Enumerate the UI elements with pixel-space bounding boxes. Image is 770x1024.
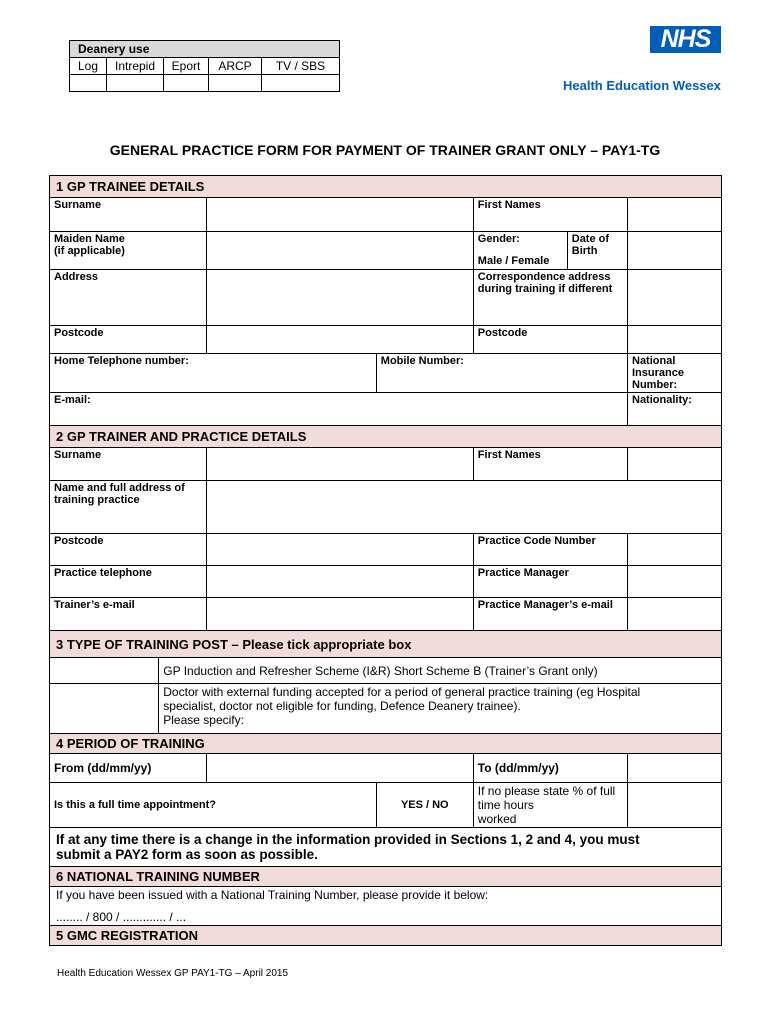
option-external-specify: Please specify: — [163, 713, 244, 727]
postcode-field[interactable] — [207, 326, 474, 354]
to-date-label: To (dd/mm/yy) — [473, 754, 627, 783]
footer: Health Education Wessex GP PAY1-TG – April 2015 — [57, 968, 289, 979]
ntn-cell[interactable] — [50, 887, 722, 926]
practice-code-label: Practice Code Number — [473, 534, 627, 566]
practice-code-field[interactable] — [628, 534, 722, 566]
percent-field[interactable] — [628, 783, 722, 828]
section-1-header: 1 GP TRAINEE DETAILS — [50, 176, 722, 198]
percent-label-line1: If no please state % of full time hours — [477, 784, 616, 812]
deanery-col-intrepid: Intrepid — [107, 58, 164, 75]
trainee-surname-field[interactable] — [207, 198, 474, 232]
deanery-col-eport: Eport — [164, 58, 209, 75]
deanery-col-tvsbs: TV / SBS — [262, 58, 340, 75]
corr-label-line1: Correspondence address — [477, 271, 611, 283]
maiden-name-label — [50, 232, 207, 270]
deanery-tvsbs-field[interactable] — [262, 75, 340, 92]
notice-line2: submit a PAY2 form as soon as possible. — [56, 847, 318, 862]
main-form-table — [49, 175, 722, 946]
practice-manager-field[interactable] — [628, 566, 722, 598]
trainer-first-names-field[interactable] — [628, 448, 722, 481]
practice-manager-label: Practice Manager — [473, 566, 627, 598]
trainer-email-label: Trainer’s e-mail — [50, 598, 207, 631]
option-external-line2: specialist, doctor not eligible for funding, Defence Deanery trainee). — [163, 699, 521, 713]
deanery-col-arcp: ARCP — [209, 58, 262, 75]
dob-label-line1: Date of — [571, 233, 610, 245]
mobile-number-cell[interactable]: Mobile Number: — [376, 354, 627, 393]
correspondence-address-label — [473, 270, 627, 326]
percent-label — [473, 783, 627, 828]
section-6-header: 6 NATIONAL TRAINING NUMBER — [50, 867, 722, 887]
ni-label-line2: Number: — [632, 379, 678, 391]
gender-cell[interactable] — [473, 232, 567, 270]
yes-no-field[interactable]: YES / NO — [376, 783, 473, 828]
percent-label-line2: worked — [477, 812, 517, 826]
maiden-name-note: (if applicable) — [54, 245, 125, 257]
practice-address-label-line2: training practice — [54, 494, 140, 506]
option-ir-label: GP Induction and Refresher Scheme (I&R) Short Scheme B (Trainer’s Grant only) — [159, 658, 722, 684]
corr-postcode-field[interactable] — [628, 326, 722, 354]
trainee-first-names-label: First Names — [473, 198, 627, 232]
change-notice — [50, 828, 722, 867]
fulltime-question: Is this a full time appointment? — [50, 783, 377, 828]
practice-address-label-line1: Name and full address of — [54, 482, 185, 494]
home-telephone-cell[interactable]: Home Telephone number: — [50, 354, 377, 393]
section-5-header: 5 GMC REGISTRATION — [50, 926, 722, 946]
practice-telephone-label: Practice telephone — [50, 566, 207, 598]
practice-manager-email-label: Practice Manager’s e-mail — [473, 598, 627, 631]
practice-postcode-field[interactable] — [207, 534, 474, 566]
section-2-header: 2 GP TRAINER AND PRACTICE DETAILS — [50, 426, 722, 448]
email-cell[interactable]: E-mail: — [50, 393, 628, 426]
option-ir-tick-box[interactable] — [50, 658, 159, 684]
section-3-header: 3 TYPE OF TRAINING POST – Please tick appropriate box — [50, 631, 722, 658]
deanery-arcp-field[interactable] — [209, 75, 262, 92]
gender-label: Gender: — [477, 233, 520, 245]
postcode-label: Postcode — [50, 326, 207, 354]
deanery-intrepid-field[interactable] — [107, 75, 164, 92]
from-date-label: From (dd/mm/yy) — [50, 754, 207, 783]
deanery-use-table — [69, 40, 340, 92]
trainer-surname-label: Surname — [50, 448, 207, 481]
maiden-name-field[interactable] — [207, 232, 474, 270]
trainee-first-names-field[interactable] — [628, 198, 722, 232]
deanery-use-header: Deanery use — [70, 41, 340, 58]
deanery-col-log: Log — [70, 58, 107, 75]
dob-field[interactable] — [628, 232, 722, 270]
ni-label-line1: National Insurance — [632, 355, 684, 379]
option-external-tick-box[interactable] — [50, 684, 159, 734]
nationality-cell[interactable]: Nationality: — [628, 393, 722, 426]
deanery-log-field[interactable] — [70, 75, 107, 92]
practice-telephone-field[interactable] — [207, 566, 474, 598]
practice-postcode-label: Postcode — [50, 534, 207, 566]
ni-number-cell[interactable] — [628, 354, 722, 393]
dob-label — [567, 232, 627, 270]
from-date-field[interactable] — [207, 754, 474, 783]
gender-options: Male / Female — [477, 255, 550, 267]
corr-postcode-label: Postcode — [473, 326, 627, 354]
nhs-logo: NHS — [650, 26, 721, 53]
notice-line1: If at any time there is a change in the information provided in Sections 1, 2 and 4, you must — [56, 832, 640, 847]
practice-address-label — [50, 481, 207, 534]
ntn-format-field[interactable]: ........ / 800 / ............. / ... — [56, 910, 187, 924]
ntn-instruction: If you have been issued with a National Training Number, please provide it below: — [56, 888, 489, 902]
trainee-surname-label: Surname — [50, 198, 207, 232]
option-external-line1: Doctor with external funding accepted for a period of general practice training (eg Hospital — [163, 685, 641, 699]
trainer-email-field[interactable] — [207, 598, 474, 631]
option-external-label — [159, 684, 722, 734]
form-title: GENERAL PRACTICE FORM FOR PAYMENT OF TRAINER GRANT ONLY – PAY1-TG — [109, 142, 661, 158]
address-field[interactable] — [207, 270, 474, 326]
address-label: Address — [50, 270, 207, 326]
correspondence-address-field[interactable] — [628, 270, 722, 326]
dob-label-line2: Birth — [571, 245, 598, 257]
maiden-name-text: Maiden Name — [54, 233, 125, 245]
to-date-field[interactable] — [628, 754, 722, 783]
trainer-first-names-label: First Names — [473, 448, 627, 481]
trainer-surname-field[interactable] — [207, 448, 474, 481]
practice-address-field[interactable] — [207, 481, 722, 534]
deanery-eport-field[interactable] — [164, 75, 209, 92]
section-4-header: 4 PERIOD OF TRAINING — [50, 734, 722, 754]
organisation-name: Health Education Wessex — [563, 78, 721, 93]
practice-manager-email-field[interactable] — [628, 598, 722, 631]
corr-label-line2: during training if different — [477, 283, 613, 295]
